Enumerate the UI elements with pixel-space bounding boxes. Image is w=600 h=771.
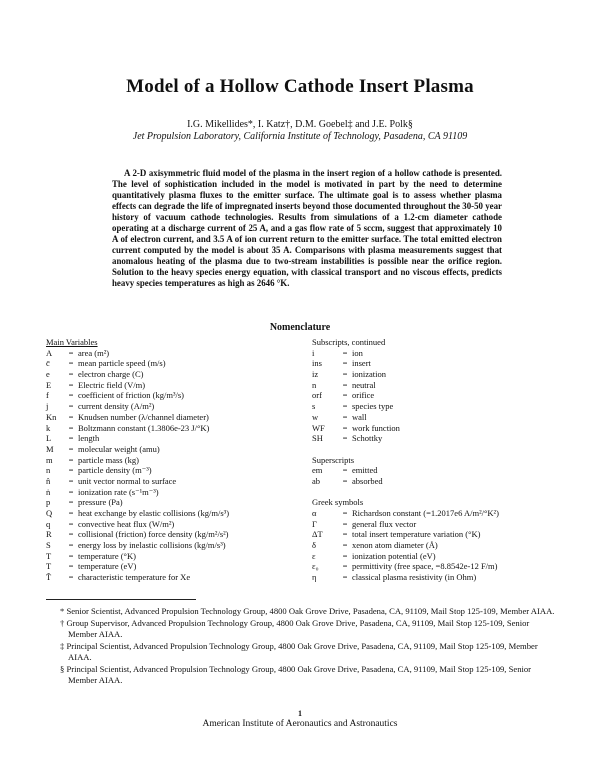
equals-sign: = [68, 540, 74, 551]
equals-sign: = [68, 411, 74, 422]
definition: absorbed [352, 475, 383, 486]
superscript-row [312, 476, 582, 487]
equals-sign: = [342, 422, 348, 433]
equals-sign: = [342, 518, 348, 529]
symbol: T [46, 561, 52, 572]
equals-sign: = [68, 369, 74, 380]
symbol: c̄ [46, 358, 50, 369]
definition: electron charge (C) [78, 369, 144, 380]
symbol: δ [312, 540, 317, 551]
symbol: Kn [46, 411, 57, 422]
definition: ion [352, 347, 363, 358]
main-variable-row [46, 455, 308, 466]
definition: Electric field (V/m) [78, 379, 146, 390]
paper-title: Model of a Hollow Cathode Insert Plasma [126, 76, 474, 97]
symbol: E [46, 379, 52, 390]
symbol: S [46, 540, 51, 551]
equals-sign: = [68, 465, 74, 476]
definition: area (m²) [78, 347, 110, 358]
equals-sign: = [342, 369, 348, 380]
symbol: Γ [312, 518, 317, 529]
definition: species type [352, 401, 394, 412]
equals-sign: = [68, 475, 74, 486]
greek-symbols-header: Greek symbols [312, 497, 364, 508]
equals-sign: = [342, 379, 348, 390]
footnote: * Senior Scientist, Advanced Propulsion Technology Group, 4800 Oak Grove Drive, Pasadena, CA, 91109, Mail Stop 125-109, Member AIAA. [60, 606, 555, 616]
definition: coefficient of friction (kg/m³/s) [78, 390, 185, 401]
main-variable-row [46, 433, 308, 444]
definition: mean particle speed (m/s) [78, 358, 166, 369]
symbol: ab [312, 475, 321, 486]
page-number: 1 [298, 709, 302, 718]
main-variable-row [46, 369, 308, 380]
main-variables-header: Main Variables [46, 337, 98, 347]
equals-sign: = [68, 443, 74, 454]
definition: particle mass (kg) [78, 454, 139, 465]
equals-sign: = [342, 401, 348, 412]
symbol: orf [312, 390, 322, 401]
equals-sign: = [68, 422, 74, 433]
subscript-row [312, 348, 582, 359]
equals-sign: = [342, 550, 348, 561]
definition: neutral [352, 379, 376, 390]
definition: length [78, 433, 100, 444]
main-variable-row [46, 423, 308, 434]
definition: temperature (eV) [78, 561, 137, 572]
symbol: i [312, 347, 315, 358]
subscripts-header: Subscripts, continued [312, 337, 386, 347]
equals-sign: = [342, 475, 348, 486]
equals-sign: = [342, 411, 348, 422]
definition: pressure (Pa) [78, 497, 123, 508]
definition: total insert temperature variation (°K) [352, 529, 481, 540]
symbol: A [46, 347, 53, 358]
definition: classical plasma resistivity (in Ohm) [352, 572, 477, 583]
definition: Schottky [352, 433, 383, 444]
main-variable-row [46, 497, 308, 508]
equals-sign: = [68, 433, 74, 444]
footnote: † Group Supervisor, Advanced Propulsion Technology Group, 4800 Oak Grove Drive, Pasadena, CA, 91109, Mail Stop 125-109, Senior Member AIAA. [60, 617, 530, 639]
equals-sign: = [68, 401, 74, 412]
equals-sign: = [342, 433, 348, 444]
symbol: ε [312, 550, 316, 561]
subscript-row [312, 358, 582, 369]
equals-sign: = [68, 529, 74, 540]
main-variable-row [46, 390, 308, 401]
definition: Richardson constant (=1.2017e6 A/m²/°K²) [352, 508, 499, 518]
equals-sign: = [342, 540, 348, 551]
subscript-row [312, 412, 582, 423]
equals-sign: = [342, 347, 348, 358]
symbol: f [46, 390, 49, 401]
definition: Knudsen number (λ/channel diameter) [78, 411, 209, 422]
symbol: ṅ [46, 486, 51, 497]
symbol: j [46, 401, 49, 412]
symbol: e [46, 369, 50, 380]
greek-symbol-row [312, 572, 582, 583]
definition: insert [352, 358, 371, 369]
symbol: em [312, 465, 323, 476]
main-variable-row [46, 508, 308, 519]
equals-sign: = [342, 465, 348, 476]
greek-symbol-row [312, 561, 582, 572]
symbol: ins [312, 358, 322, 369]
symbol: k [46, 422, 51, 433]
definition: heat exchange by elastic collisions (kg/m/s³) [78, 508, 230, 518]
definition: ionization rate (s⁻¹m⁻³) [78, 486, 159, 497]
subscripts-list [312, 348, 582, 444]
definition: particle density (m⁻³) [78, 465, 152, 476]
subscript-row [312, 401, 582, 412]
main-variable-row [46, 487, 308, 498]
equals-sign: = [68, 561, 74, 572]
equals-sign: = [342, 529, 348, 540]
symbol: Q [46, 508, 53, 518]
footnotes [60, 606, 560, 686]
author-list: I.G. Mikellides*, I. Katz†, D.M. Goebel‡ and J.E. Polk§ [187, 119, 413, 130]
definition: permittivity (free space, =8.8542e-12 F/m) [352, 561, 498, 572]
equals-sign: = [68, 454, 74, 465]
equals-sign: = [68, 508, 74, 518]
footnote: § Principal Scientist, Advanced Propulsion Technology Group, 4800 Oak Grove Drive, Pasadena, CA, 91109, Mail Stop 125-109, Senior Member AIAA. [60, 663, 532, 685]
page-footer: American Institute of Aeronautics and Astronautics [202, 719, 398, 729]
equals-sign: = [68, 347, 74, 358]
subscript-row [312, 369, 582, 380]
definition: collisional (friction) force density (kg/m²/s²) [78, 529, 229, 540]
symbol: α [312, 508, 317, 518]
equals-sign: = [342, 508, 348, 518]
greek-symbol-row [312, 519, 582, 530]
equals-sign: = [342, 572, 348, 583]
greek-symbol-row [312, 551, 582, 562]
definition: molecular weight (amu) [78, 443, 160, 454]
main-variable-row [46, 348, 308, 359]
equals-sign: = [68, 518, 74, 529]
main-variable-row [46, 476, 308, 487]
main-variable-row [46, 401, 308, 412]
main-variable-row [46, 412, 308, 423]
greek-symbols-list [312, 508, 582, 583]
subscript-row [312, 390, 582, 401]
nomenclature-heading: Nomenclature [269, 322, 331, 333]
main-variable-row [46, 465, 308, 476]
symbol: n [46, 465, 51, 476]
symbol: q [46, 518, 51, 529]
symbol: SH [312, 433, 323, 444]
definition: characteristic temperature for Xe [78, 572, 191, 583]
symbol: n [312, 379, 317, 390]
equals-sign: = [68, 497, 74, 508]
equals-sign: = [68, 390, 74, 401]
symbol: M [46, 443, 54, 454]
equals-sign: = [68, 572, 74, 583]
equals-sign: = [68, 550, 74, 561]
symbol: n̂ [46, 475, 51, 486]
main-variable-row [46, 358, 308, 369]
affiliation: Jet Propulsion Laboratory, California Institute of Technology, Pasadena, CA 91109 [132, 131, 468, 142]
symbol: T [46, 550, 52, 561]
symbol: s [312, 401, 316, 412]
symbol: L [46, 433, 52, 444]
subscript-row [312, 380, 582, 391]
main-variable-row [46, 444, 308, 455]
main-variables-list [46, 348, 308, 583]
definition: work function [352, 422, 400, 433]
equals-sign: = [68, 358, 74, 369]
greek-symbol-row [312, 529, 582, 540]
main-variable-row [46, 551, 308, 562]
definition: ionization potential (eV) [352, 550, 436, 561]
symbol: iz [312, 369, 319, 380]
symbol: T̃ [46, 572, 52, 583]
definition: xenon atom diameter (Å) [352, 540, 438, 551]
symbol: w [312, 411, 319, 422]
definition: current density (A/m²) [78, 401, 155, 412]
symbol: p [46, 497, 51, 508]
nomenclature-right-column [312, 337, 582, 583]
superscripts-list [312, 465, 582, 486]
main-variable-row [46, 540, 308, 551]
equals-sign: = [342, 358, 348, 369]
definition: general flux vector [352, 518, 417, 529]
symbol: m [46, 454, 53, 465]
abstract: A 2-D axisymmetric fluid model of the plasma in the insert region of a hollow cathode is presented. The level of sophistication included in the model is motivated in part by the need to determine quantitatively plasma fluxes to the emitter surface. The ultimate goal is to assess whether plasma effects can degrade the life of impregnated inserts beyond those documented throughout the 30-50 year history of vacuum cathode technologies. Results from simulations of a 1.2-cm diameter cathode operating at a discharge current of 25 A, and a gas flow rate of 5 sccm, suggest that approximately 10 A of electron current, and 3.5 A of ion current return to the emitter surface. The total emitted electron current computed by the model is about 35 A. Comparisons with plasma measurements suggest that anomalous heating of the plasma due to two-stream instabilities is possible near the orifice region. Solution to the heavy species energy equation, with classical transport and no viscous effects, predicts heavy species temperatures as high as 2646 °K. [112, 168, 502, 288]
superscript-row [312, 465, 582, 476]
footnote-rule [46, 599, 196, 600]
main-variable-row [46, 519, 308, 530]
subscript-row [312, 433, 582, 444]
main-variable-row [46, 561, 308, 572]
definition: energy loss by inelastic collisions (kg/m/s³) [78, 540, 226, 551]
symbol: ε₀ [312, 561, 319, 572]
symbol: R [46, 529, 52, 540]
symbol: η [312, 572, 317, 583]
main-variable-row [46, 572, 308, 583]
main-variable-row [46, 380, 308, 391]
definition: unit vector normal to surface [78, 475, 177, 486]
subscript-row [312, 423, 582, 434]
greek-symbol-row [312, 540, 582, 551]
footnote: ‡ Principal Scientist, Advanced Propulsion Technology Group, 4800 Oak Grove Drive, Pasadena, CA, 91109, Mail Stop 125-109, Member AIAA. [60, 640, 538, 662]
definition: emitted [352, 465, 378, 476]
definition: wall [352, 411, 367, 422]
equals-sign: = [68, 486, 74, 497]
equals-sign: = [342, 561, 348, 572]
definition: ionization [352, 369, 386, 380]
definition: orifice [352, 390, 375, 401]
definition: convective heat flux (W/m²) [78, 518, 175, 529]
definition: Boltzmann constant (1.3806e-23 J/°K) [78, 422, 210, 433]
symbol: WF [312, 422, 325, 433]
greek-symbol-row [312, 508, 582, 519]
nomenclature-main-variables [46, 337, 308, 583]
equals-sign: = [342, 390, 348, 401]
definition: temperature (°K) [78, 550, 136, 561]
equals-sign: = [68, 379, 74, 390]
main-variable-row [46, 529, 308, 540]
superscripts-header: Superscripts [312, 454, 355, 465]
symbol: ΔT [312, 529, 323, 540]
